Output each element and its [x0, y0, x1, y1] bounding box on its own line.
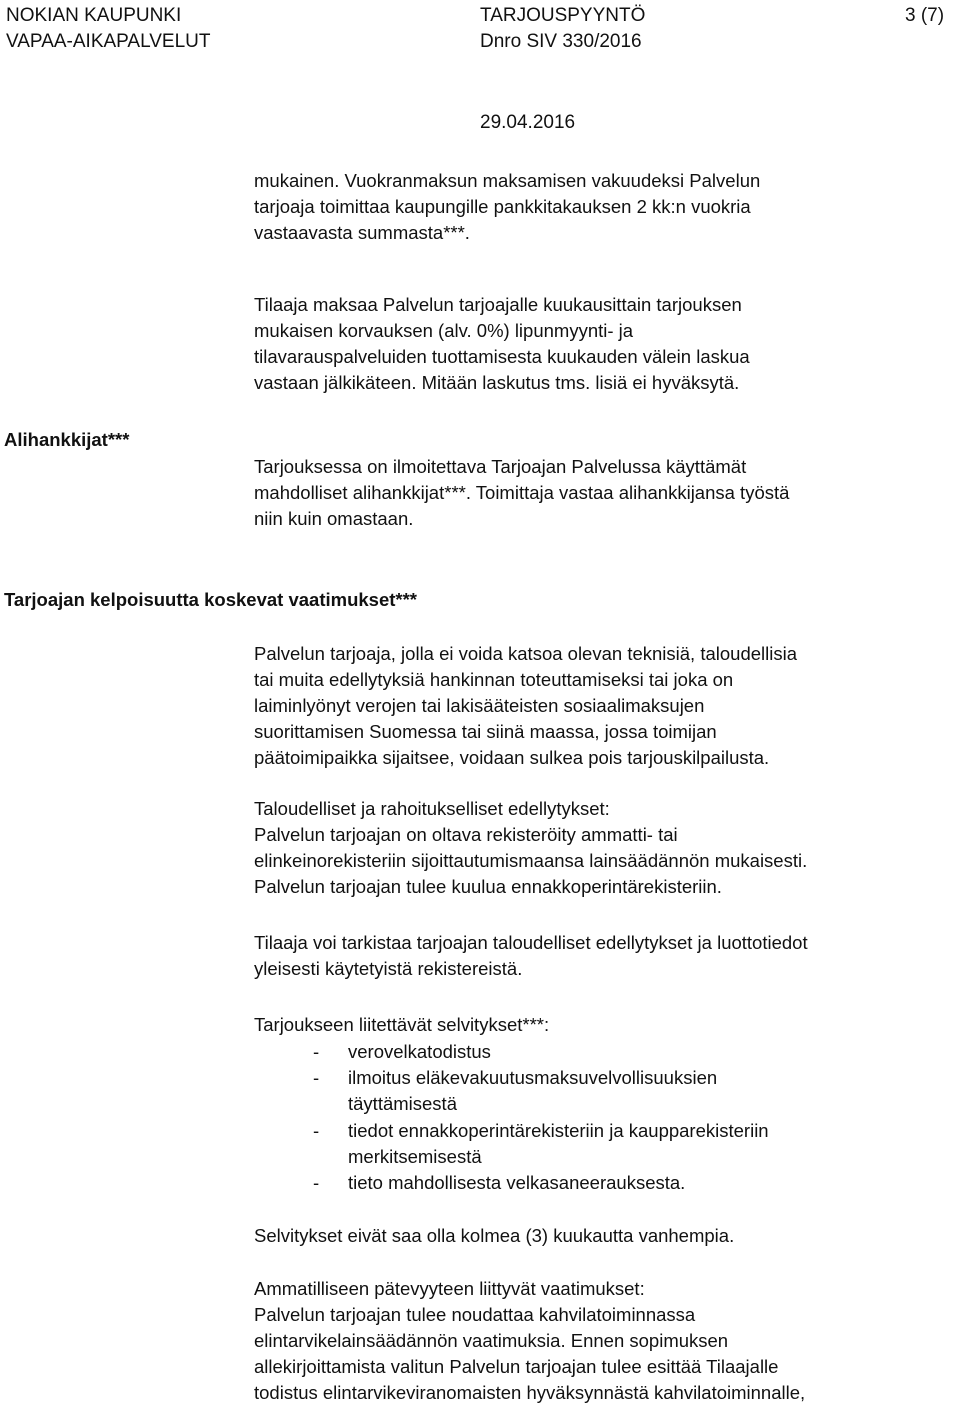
text-line: elinkeinorekisteriin sijoittautumismaansa lainsäädännön mukaisesti. [254, 850, 808, 871]
list-item-text: verovelkatodistus [348, 1041, 491, 1062]
text-line: Tilaaja maksaa Palvelun tarjoajalle kuukausittain tarjouksen [254, 294, 742, 315]
text-line: tarjoaja toimittaa kaupungille pankkitakauksen 2 kk:n vuokria [254, 196, 751, 217]
paragraph-payment [254, 292, 750, 396]
list-dash: - [313, 1067, 320, 1088]
text-line: laiminlyönyt verojen tai lakisääteisten sosiaalimaksujen [254, 695, 705, 716]
text-line: Selvitykset eivät saa olla kolmea (3) kuukautta vanhempia. [254, 1225, 735, 1246]
text-line: tilavarauspalveluiden tuottamisesta kuukauden välein laskua [254, 346, 750, 367]
list-item-text: tieto mahdollisesta velkasaneerauksesta. [348, 1172, 686, 1193]
document-date: 29.04.2016 [480, 112, 576, 133]
page-number: 3 (7) [905, 5, 945, 26]
attachments-intro: Tarjoukseen liitettävät selvitykset***: [254, 1014, 550, 1035]
list-item-text: merkitsemisestä [348, 1146, 482, 1167]
text-line: Palvelun tarjoajan tulee noudattaa kahvilatoiminnassa [254, 1304, 696, 1325]
text-line: Palvelun tarjoaja, jolla ei voida katsoa olevan teknisiä, taloudellisia [254, 643, 797, 664]
text-line: todistus elintarvikeviranomaisten hyväksynnästä kahvilatoiminnalle, [254, 1382, 806, 1403]
text-line: vastaan jälkikäteen. Mitään laskutus tms. lisiä ei hyväksytä. [254, 372, 740, 393]
text-line: mukainen. Vuokranmaksun maksamisen vakuudeksi Palvelun [254, 170, 761, 191]
text-line: Palvelun tarjoajan tulee kuulua ennakkoperintärekisteriin. [254, 876, 722, 897]
text-line: elintarvikelainsäädännön vaatimuksia. Ennen sopimuksen [254, 1330, 729, 1351]
text-line: vastaavasta summasta***. [254, 222, 470, 243]
paragraph-subcontractors [254, 454, 789, 532]
attachments-list [313, 1039, 913, 1199]
org-department: VAPAA-AIKAPALVELUT [6, 31, 211, 52]
text-line: Tilaaja voi tarkistaa tarjoajan taloudelliset edellytykset ja luottotiedot [254, 932, 808, 953]
paragraph-financial-requirements [254, 796, 807, 900]
paragraph-validity [254, 1223, 734, 1249]
text-line: Ammatilliseen pätevyyteen liittyvät vaatimukset: [254, 1278, 645, 1299]
list-item-text: tiedot ennakkoperintärekisteriin ja kaupparekisteriin [348, 1120, 769, 1141]
list-item-text: ilmoitus eläkevakuutusmaksuvelvollisuuksien [348, 1067, 718, 1088]
text-line: mahdolliset alihankkijat***. Toimittaja vastaa alihankkijansa työstä [254, 482, 790, 503]
text-line: tai muita edellytyksiä hankinnan toteuttamiseksi tai joka on [254, 669, 734, 690]
document-number: Dnro SIV 330/2016 [480, 31, 642, 52]
text-line: yleisesti käytetyistä rekistereistä. [254, 958, 523, 979]
text-line: niin kuin omastaan. [254, 508, 414, 529]
list-dash: - [313, 1172, 320, 1193]
text-line: Taloudelliset ja rahoitukselliset edellytykset: [254, 798, 610, 819]
subcontractors-label: Alihankkijat*** [4, 429, 130, 450]
text-line: mukaisen korvauksen (alv. 0%) lipunmyynti- ja [254, 320, 634, 341]
text-line: suorittamisen Suomessa tai siinä maassa, jossa toimijan [254, 721, 717, 742]
org-name: NOKIAN KAUPUNKI [6, 5, 182, 26]
paragraph-professional-requirements [254, 1276, 805, 1406]
paragraph-exclusion [254, 641, 797, 771]
paragraph-credit-check [254, 930, 808, 982]
text-line: allekirjoittamista valitun Palvelun tarjoajan tulee esittää Tilaajalle [254, 1356, 779, 1377]
list-dash: - [313, 1120, 320, 1141]
paragraph-rent-guarantee [254, 168, 760, 246]
document-type: TARJOUSPYYNTÖ [480, 5, 646, 26]
text-line: päätoimipaikka sijaitsee, voidaan sulkea pois tarjouskilpailusta. [254, 747, 770, 768]
list-dash: - [313, 1041, 320, 1062]
text-line: Tarjouksessa on ilmoitettava Tarjoajan Palvelussa käyttämät [254, 456, 747, 477]
text-line: Palvelun tarjoajan on oltava rekisteröity ammatti- tai [254, 824, 678, 845]
list-item-text: täyttämisestä [348, 1093, 457, 1114]
qualification-heading: Tarjoajan kelpoisuutta koskevat vaatimukset*** [4, 589, 417, 610]
